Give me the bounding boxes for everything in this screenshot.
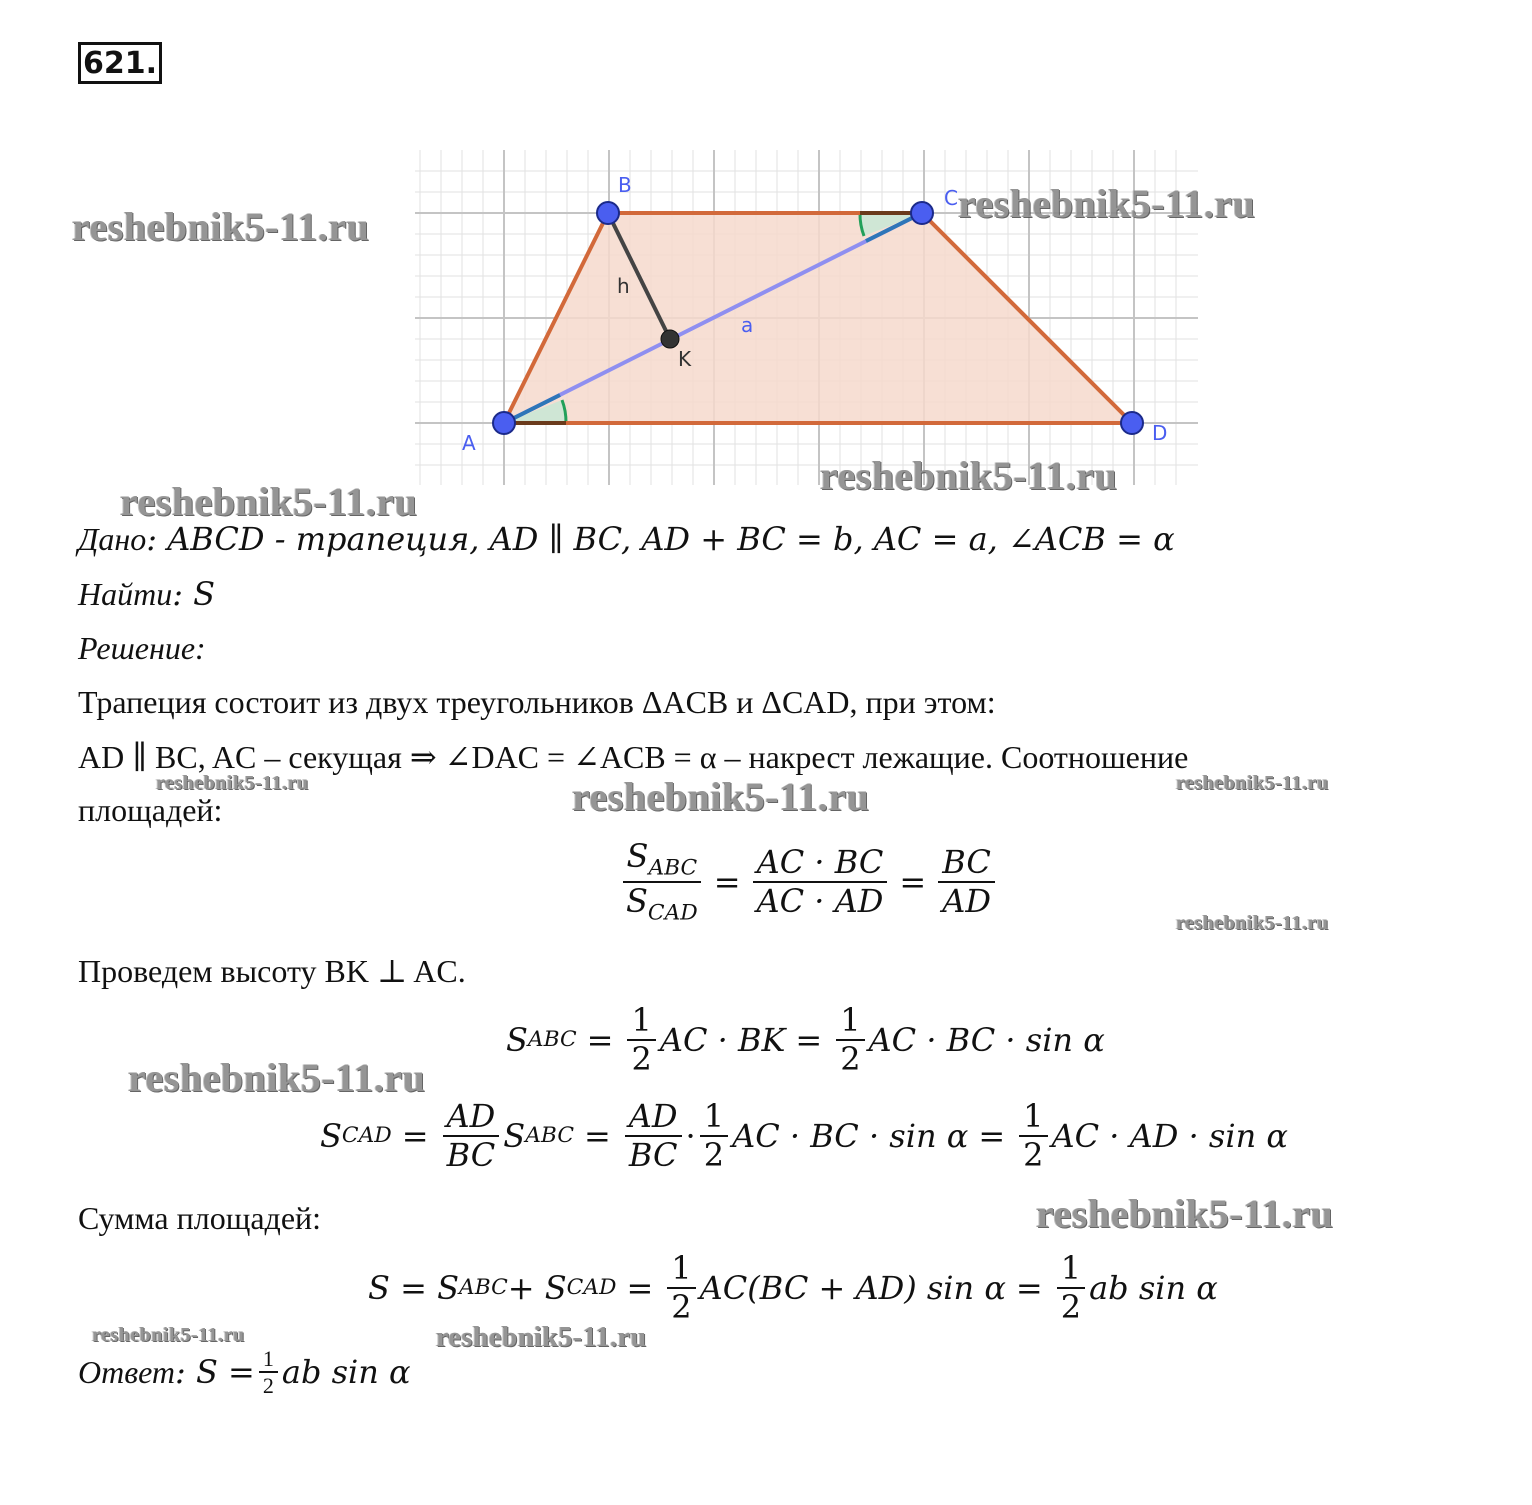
vertex-A xyxy=(493,412,515,434)
equation-area-cad: S CAD = $\frac{AD}{BC}$ S ABC = $\frac{AD}{BC}$ · $\frac{1}{2}$ AC · BC · sin α = $\frac{1}{2}$ AC · AD · sin α xyxy=(320,1097,1288,1174)
answer-line: Ответ : S = $\frac{1}{2}$ ab sin α xyxy=(78,1346,411,1399)
equation-total-area: S = S ABC + S CAD = $\frac{1}{2}$ AC(BC + AD) sin α = $\frac{1}{2}$ ab sin α xyxy=(368,1249,1218,1326)
label-B: B xyxy=(618,173,632,197)
paragraph-triangles: Трапеция состоит из двух треугольников ΔACB и ΔCAD, при этом: xyxy=(78,684,996,720)
vertex-B xyxy=(597,202,619,224)
trapezoid-figure xyxy=(0,0,1532,520)
given-line xyxy=(78,520,1175,558)
watermark: reshebnik5-11.ru xyxy=(1176,772,1329,794)
label-a: a xyxy=(741,313,754,337)
problem-number: 621. xyxy=(78,42,162,84)
watermark: reshebnik5-11.ru xyxy=(958,181,1256,226)
answer-label: Ответ xyxy=(78,1353,175,1390)
paragraph-angles-line2: площадей: xyxy=(78,792,223,828)
label-A: A xyxy=(462,431,476,455)
given-text: : ABCD - трапеция, AD ∥ BC, AD + BC = b, AC = a, ∠ACB = α xyxy=(146,520,1175,558)
find-line xyxy=(78,575,215,613)
watermark: reshebnik5-11.ru xyxy=(820,453,1118,498)
paragraph-angles-line1: AD ∥ BC, AC – секущая ⇒ ∠DAC = ∠ACB = α – накрест лежащие. Соотношение xyxy=(78,739,1189,775)
watermark: reshebnik5-11.ru xyxy=(1036,1191,1334,1236)
label-D: D xyxy=(1152,421,1168,445)
paragraph-sum: Сумма площадей: xyxy=(78,1200,322,1236)
watermark: reshebnik5-11.ru xyxy=(572,774,870,819)
equation-area-abc: S ABC = $\frac{1}{2}$ AC · BK = $\frac{1}{2}$ AC · BC · sin α xyxy=(506,1001,1105,1078)
find-label: Найти xyxy=(78,576,173,612)
watermark: reshebnik5-11.ru xyxy=(72,204,370,249)
vertex-D xyxy=(1121,412,1143,434)
watermark: reshebnik5-11.ru xyxy=(92,1324,245,1346)
solution-label: Решение: xyxy=(78,630,206,666)
label-h: h xyxy=(617,274,630,298)
watermark: reshebnik5-11.ru xyxy=(1176,912,1329,934)
given-label: Дано xyxy=(78,521,147,557)
vertex-C xyxy=(911,202,933,224)
watermark: reshebnik5-11.ru xyxy=(436,1322,647,1353)
watermark: reshebnik5-11.ru xyxy=(156,772,309,794)
paragraph-height: Проведем высоту BK ⊥ AC. xyxy=(78,953,466,989)
watermark: reshebnik5-11.ru xyxy=(128,1055,426,1100)
find-text: : S xyxy=(172,575,216,613)
label-K: K xyxy=(678,347,692,371)
equation-area-ratio: $\frac{S_{ABC}}{S_{CAD}}$ = $\frac{AC \cdot BC}{AC \cdot AD}$ = $\frac{BC}{AD}$ xyxy=(618,838,999,925)
watermark: reshebnik5-11.ru xyxy=(120,479,418,524)
point-K xyxy=(661,330,679,348)
label-C: C xyxy=(944,186,958,210)
